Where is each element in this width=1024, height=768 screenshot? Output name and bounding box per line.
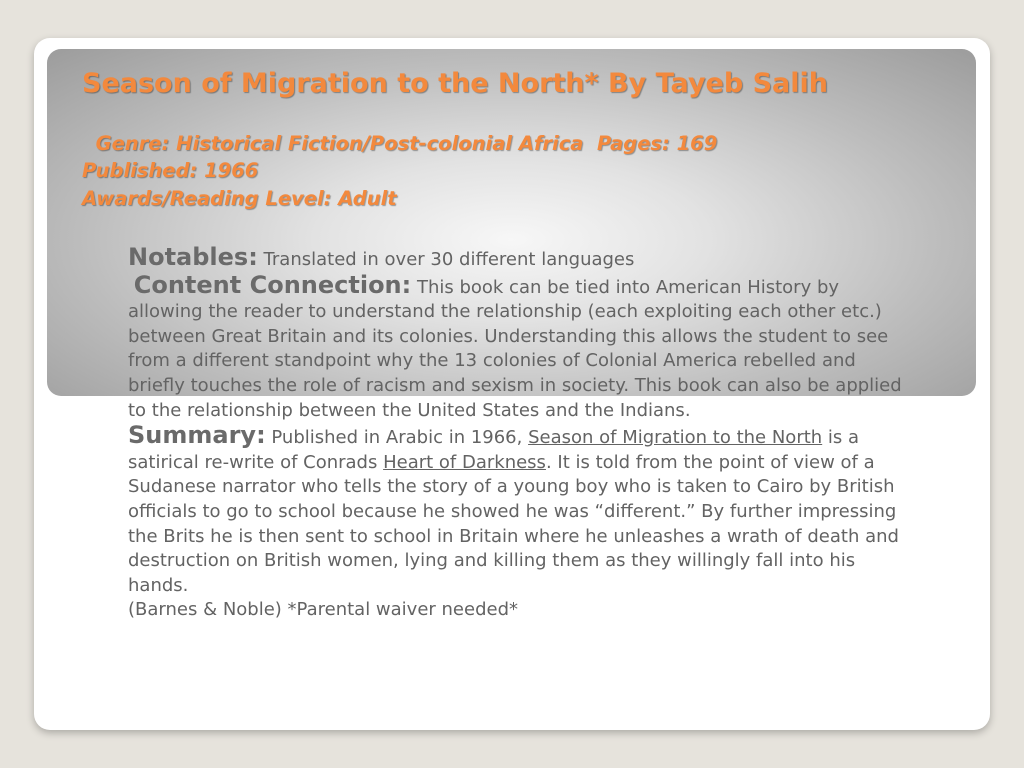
summary-paragraph bbox=[128, 423, 918, 598]
slide-title: Season of Migration to the North* By Tayeb Salih bbox=[82, 68, 828, 99]
summary-text-middle: is a satirical re-write of Conrads bbox=[128, 427, 860, 473]
notables-label: Notables: bbox=[128, 243, 258, 271]
awards-line: Awards/Reading Level: Adult bbox=[82, 187, 397, 210]
content-connection-paragraph bbox=[128, 270, 918, 424]
summary-text-after: . It is told from the point of view of a Sudanese narrator who tells the story of a young boy who is taken to Cairo by British officials to go to school because he showed he was “different.” By further impressing the Brits he is then sent to school in Britain where he unleashes a wrath of death and destruction on British women, lying and killing them as they willingly fall into his hands. bbox=[128, 451, 899, 596]
summary-text-before: Published in Arabic in 1966, bbox=[265, 427, 529, 449]
genre-pages-line: Genre: Historical Fiction/Post-colonial Africa Pages: 169 bbox=[82, 132, 718, 155]
content-connection-label: Content Connection: bbox=[133, 270, 412, 299]
summary-source: (Barnes & Noble) *Parental waiver needed* bbox=[128, 599, 519, 621]
notables-text: Translated in over 30 different languages bbox=[257, 249, 635, 270]
slide-body bbox=[128, 245, 918, 623]
summary-title-ref2: Heart of Darkness bbox=[383, 451, 546, 473]
summary-title-ref: Season of Migration to the North bbox=[528, 427, 823, 449]
notables-paragraph bbox=[128, 245, 918, 273]
content-connection-text: This book can be tied into American History by allowing the reader to understand the relationship (each exploiting each other etc.) between Great Britain and its colonies. Understanding this allows the student to see from a different standpoint why the 13 colonies of Colonial America rebelled and briefly touches the role of racism and sexism in society. This book can also be applied to the relationship between the United States and the Indians. bbox=[128, 276, 902, 421]
summary-label: Summary: bbox=[128, 421, 266, 450]
published-line: Published: 1966 bbox=[82, 159, 259, 182]
